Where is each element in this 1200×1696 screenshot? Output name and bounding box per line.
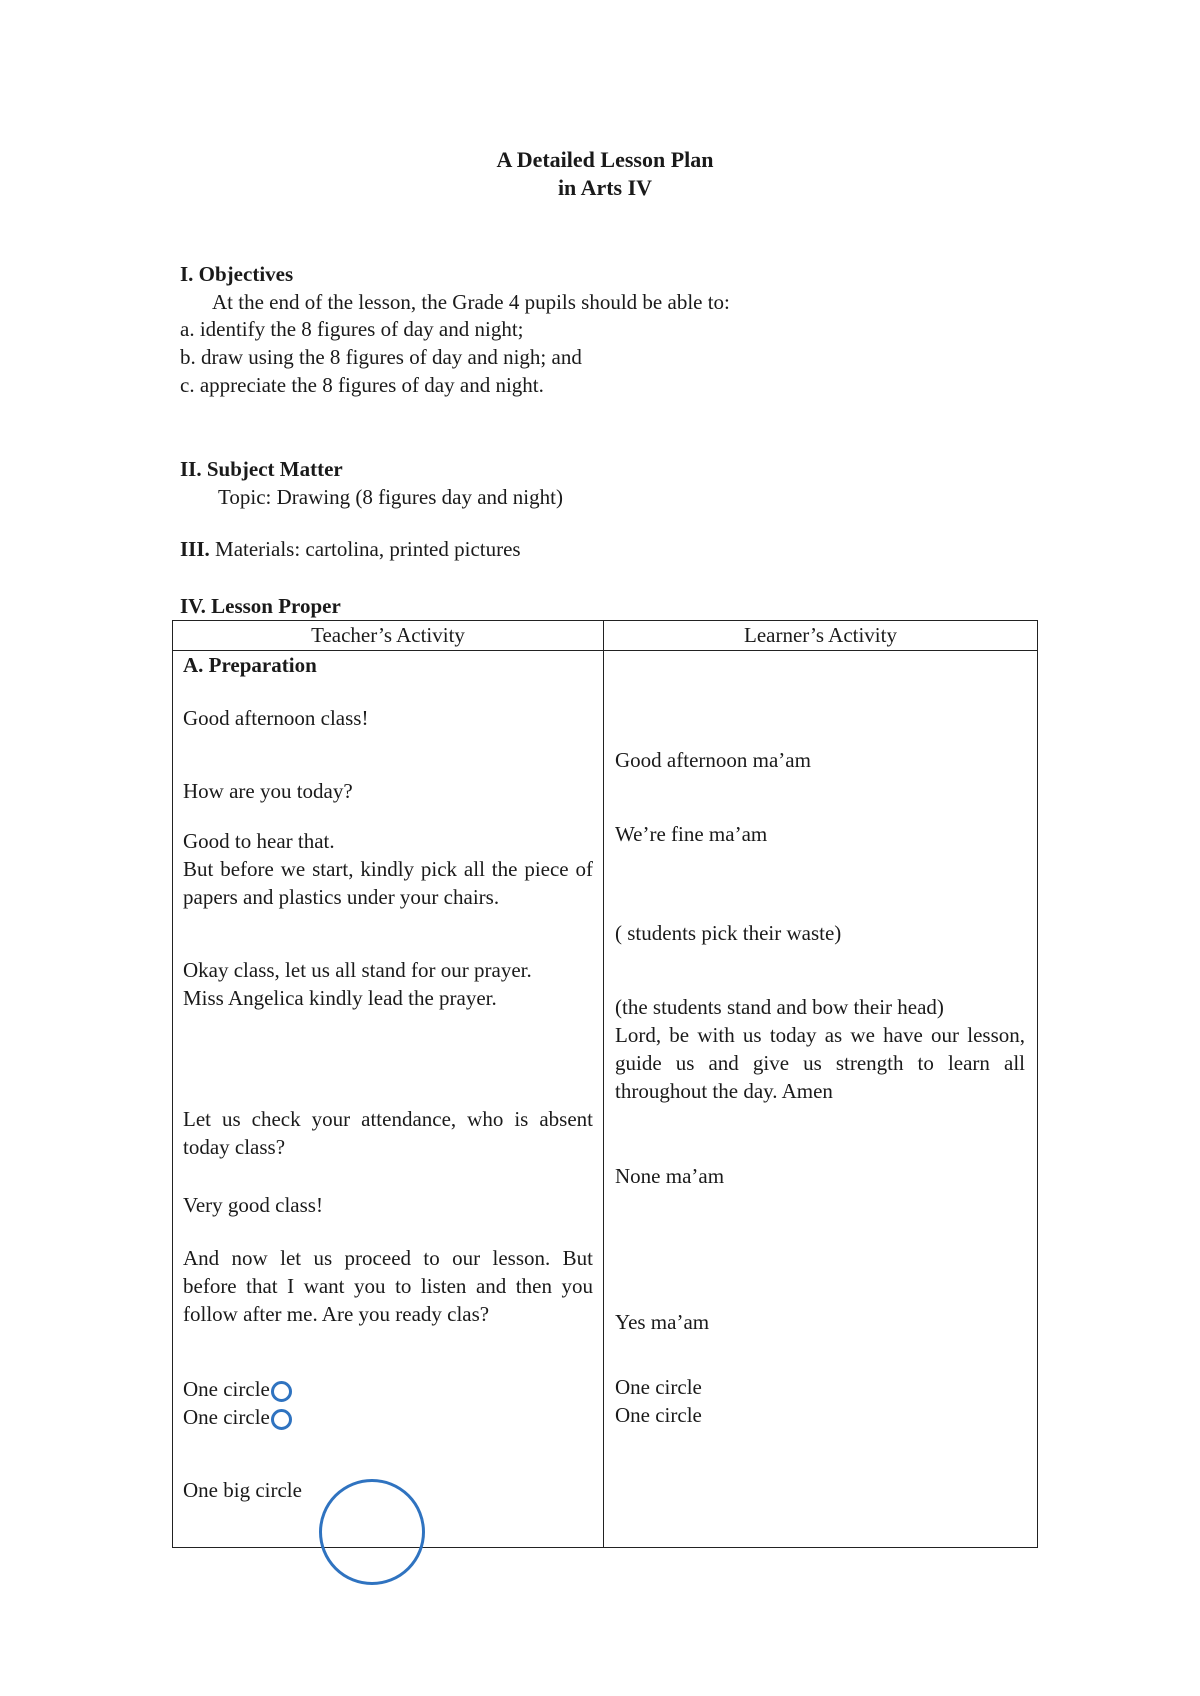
lesson-table	[172, 620, 1038, 1548]
teacher-proceed: And now let us proceed to our lesson. But before that I want you to listen and then you follow after me. Are you ready clas?	[183, 1246, 593, 1326]
objectives-heading: I. Objectives	[180, 262, 294, 286]
teacher-pick-papers: But before we start, kindly pick all the piece of papers and plastics under your chairs.	[183, 857, 593, 909]
learner-fine: We’re fine ma’am	[615, 822, 768, 846]
learner-pick-waste: ( students pick their waste)	[615, 921, 842, 945]
objective-item-c: c. appreciate the 8 figures of day and night.	[180, 373, 544, 397]
learner-greeting: Good afternoon ma’am	[615, 748, 811, 772]
learner-yes: Yes ma’am	[615, 1310, 710, 1334]
small-circle-icon	[271, 1381, 292, 1402]
teacher-greeting: Good afternoon class!	[183, 706, 369, 730]
teacher-attendance: Let us check your attendance, who is absent today class?	[183, 1107, 593, 1159]
small-circle-icon	[271, 1409, 292, 1430]
objective-item-b: b. draw using the 8 figures of day and nigh; and	[180, 345, 582, 369]
preparation-heading: A. Preparation	[183, 653, 317, 677]
teacher-column-header: Teacher’s Activity	[311, 623, 465, 647]
learner-none: None ma’am	[615, 1164, 725, 1188]
objective-item-a: a. identify the 8 figures of day and night;	[180, 317, 524, 341]
learner-prayer: Lord, be with us today as we have our lesson, guide us and give us strength to learn all throughout the day. Amen	[615, 1023, 1025, 1103]
teacher-prayer-call: Okay class, let us all stand for our prayer.	[183, 958, 532, 982]
learner-stand: (the students stand and bow their head)	[615, 995, 944, 1019]
teacher-one-circle-2	[183, 1403, 593, 1431]
teacher-one-circle-1-text: One circle	[183, 1377, 270, 1401]
materials-text: Materials: cartolina, printed pictures	[209, 537, 521, 561]
learner-one-circle-2: One circle	[615, 1403, 702, 1427]
materials-line	[180, 535, 521, 563]
teacher-one-circle-2-text: One circle	[183, 1405, 270, 1429]
lesson-proper-heading: IV. Lesson Proper	[180, 594, 341, 618]
subject-matter-topic: Topic: Drawing (8 figures day and night)	[218, 485, 563, 509]
big-circle-icon	[319, 1479, 425, 1585]
teacher-very-good: Very good class!	[183, 1193, 323, 1217]
teacher-how-are-you: How are you today?	[183, 779, 353, 803]
teacher-good-to-hear: Good to hear that.	[183, 829, 335, 853]
subject-matter-heading: II. Subject Matter	[180, 457, 343, 481]
learner-column-header: Learner’s Activity	[744, 623, 897, 647]
learner-one-circle-1: One circle	[615, 1375, 702, 1399]
document-subtitle: in Arts IV	[557, 175, 653, 200]
column-divider	[603, 621, 604, 1547]
objectives-intro: At the end of the lesson, the Grade 4 pupils should be able to:	[212, 290, 730, 314]
teacher-big-circle: One big circle	[183, 1478, 302, 1502]
teacher-prayer-leader: Miss Angelica kindly lead the prayer.	[183, 986, 497, 1010]
materials-label: III.	[180, 537, 210, 561]
document-title: A Detailed Lesson Plan	[496, 147, 714, 172]
teacher-one-circle-1	[183, 1375, 593, 1403]
